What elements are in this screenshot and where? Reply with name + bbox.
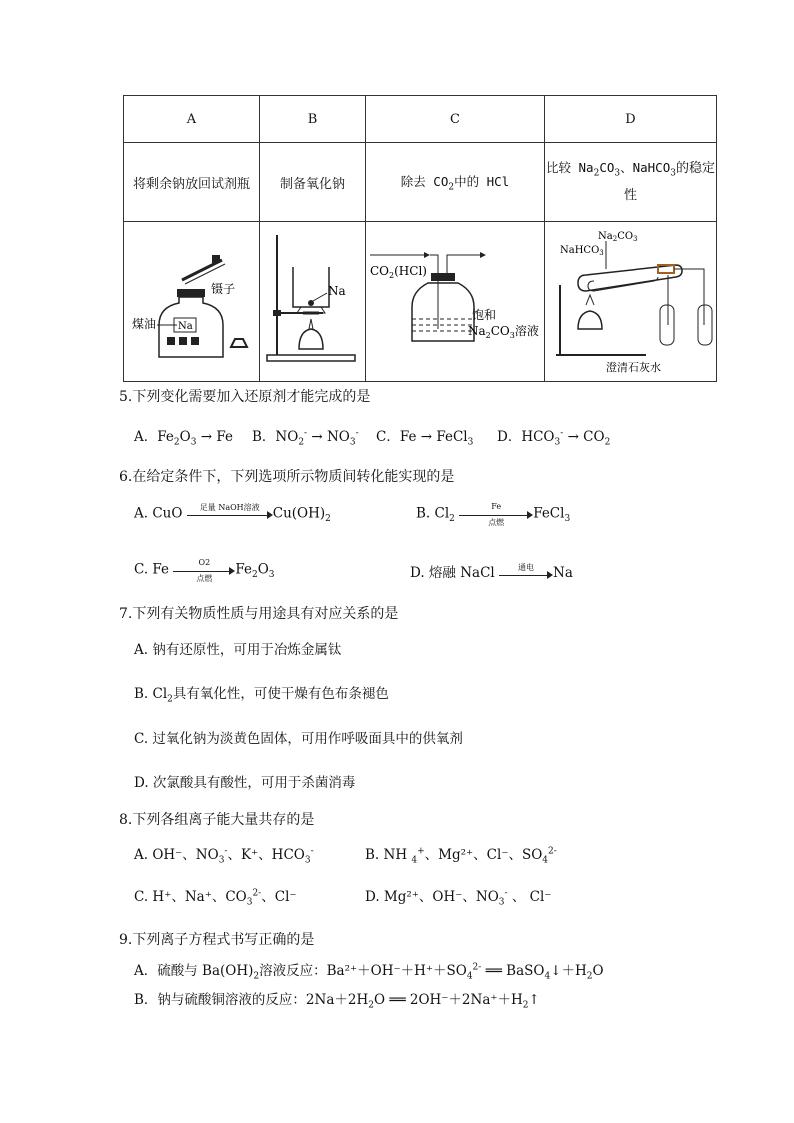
q5-option-b: B．$NO_2^- \to NO_3^-$ (252, 428, 359, 448)
q8-option-d: D. Mg²⁺、OH⁻、$NO_3^-$ 、 Cl⁻ (365, 888, 552, 908)
figure-c (366, 222, 545, 382)
header-c: C (366, 96, 545, 143)
q9-option-b: B．钠与硫酸铜溶液的反应：$2Na+2H_2O$ ══ $2OH^-+2Na^++H_2↑$ (134, 992, 540, 1011)
purpose-d: 比较 $Na_2CO_3$、NaHCO$_3$的稳定 性 (545, 143, 717, 222)
svg-text:煤油: 煤油 (131, 316, 156, 331)
purpose-a: 将剩余钠放回试剂瓶 (124, 143, 260, 222)
svg-text:Na2CO3溶液: $Na_2CO_3$溶液 (467, 323, 539, 340)
q6-option-d: D. 熔融 NaCl 通电 Na (410, 562, 573, 581)
svg-text:CO2(HCl): $CO_2(HCl)$ (369, 263, 427, 280)
q7-stem: 7.下列有关物质性质与用途具有对应关系的是 (119, 606, 399, 622)
purpose-c: 除去 $CO_2$中的 HCl (366, 143, 545, 222)
q8-stem: 8.下列各组离子能大量共存的是 (119, 812, 315, 828)
q7-option-b: B. $Cl_2$具有氧化性，可使干燥有色布条褪色 (134, 686, 389, 705)
options-table (123, 95, 717, 382)
svg-text:镊子: 镊子 (210, 281, 235, 296)
q8-option-b: B. NH $_4$+、Mg²⁺、Cl⁻、$SO_4^{2-}$ (365, 846, 557, 866)
figure-d (545, 222, 717, 382)
q9-stem: 9.下列离子方程式书写正确的是 (119, 932, 315, 948)
q5-option-c: C．Fe → FeCl$_3$ (376, 429, 474, 448)
q5-stem: 5.下列变化需要加入还原剂才能完成的是 (119, 389, 371, 405)
q5-option-a: A．$Fe_2O_3 \to Fe$ (134, 429, 233, 448)
q6-option-c: C. Fe O2 点燃 $Fe_2O_3$ (134, 558, 275, 583)
q9-option-a: A．硫酸与 $Ba(OH)_2$溶液反应：$Ba^{2+}+OH^-+H^++SO_4^{2-}$ ══ $BaSO_4↓+H_2O$ (134, 962, 604, 982)
q8-option-a: A. OH⁻、$NO_3^-$、K⁺、$HCO_3^-$ (134, 846, 314, 866)
q7-option-c: C. 过氧化钠为淡黄色固体，可用作呼吸面具中的供氧剂 (134, 731, 463, 747)
header-b: B (260, 96, 366, 143)
svg-text:Na2CO3: $Na_2CO_3$ (597, 230, 638, 243)
figure-a (124, 222, 260, 382)
q7-option-d: D. 次氯酸具有酸性，可用于杀菌消毒 (134, 775, 356, 791)
figure-b (260, 222, 366, 382)
q6-option-b: B. $Cl_2$ Fe 点燃 FeCl$_3$ (416, 502, 571, 527)
header-d: D (545, 96, 717, 143)
q8-option-c: C. H⁺、Na⁺、$CO_3^{2-}$、Cl⁻ (134, 888, 297, 908)
svg-text:澄清石灰水: 澄清石灰水 (605, 360, 661, 374)
header-a: A (124, 96, 260, 143)
svg-text:Na: Na (327, 283, 346, 298)
q6-stem: 6.在给定条件下，下列选项所示物质间转化能实现的是 (119, 469, 455, 485)
purpose-b: 制备氧化钠 (260, 143, 366, 222)
svg-text:Na: Na (177, 320, 193, 332)
svg-text:NaHCO3: NaHCO$_3$ (559, 244, 604, 257)
svg-text:饱和: 饱和 (471, 307, 496, 322)
q7-option-a: A. 钠有还原性，可用于冶炼金属钛 (134, 642, 342, 658)
q5-option-d: D．$HCO_3^- \to CO_2$ (497, 428, 611, 448)
q6-option-a: A. CuO 足量 NaOH溶液 $Cu(OH)_2$ (134, 503, 331, 525)
